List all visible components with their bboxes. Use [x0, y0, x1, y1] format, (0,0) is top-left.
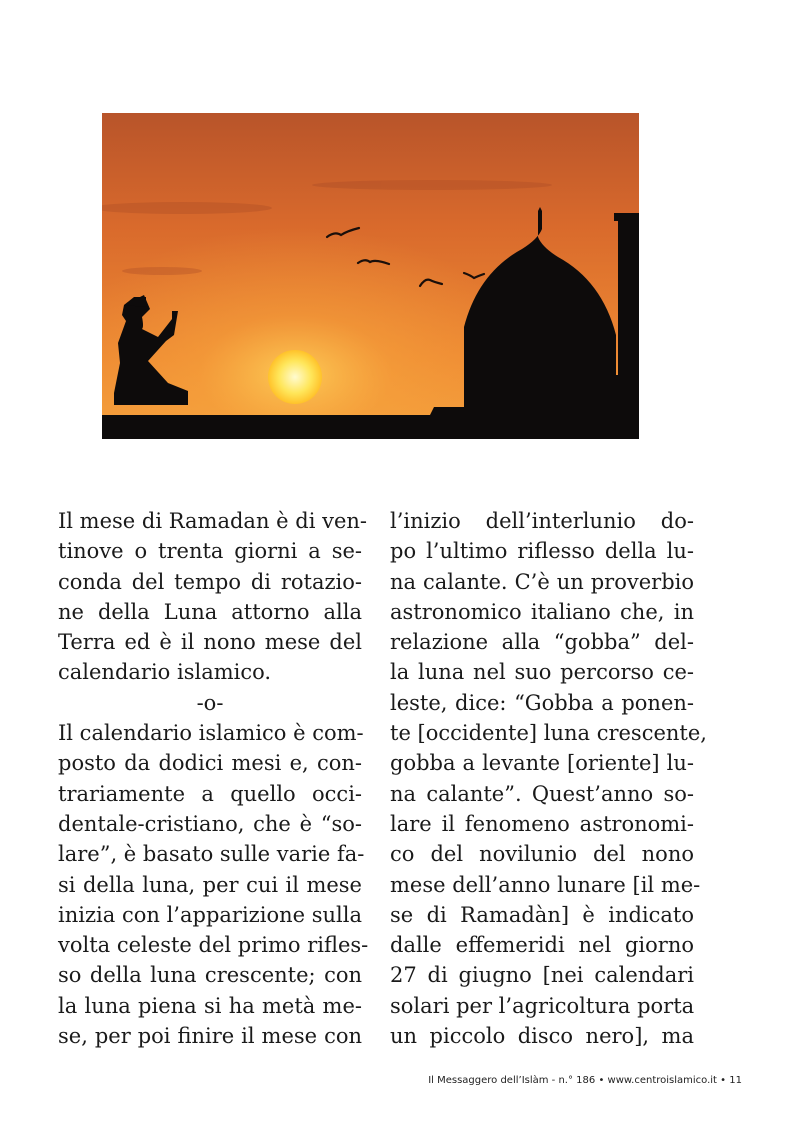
text-line: posto da dodici mesi e, con- [58, 751, 362, 776]
text-line: relazione alla “gobba” del- [390, 630, 694, 655]
text-line: inizia con l’apparizione sulla [58, 902, 362, 927]
text-line: astronomico italiano che, in [390, 599, 694, 624]
text-line: trariamente a quello occi- [58, 781, 362, 806]
text-column-left [58, 506, 369, 1051]
text-line: conda del tempo di rotazio- [58, 569, 362, 594]
footer-page-number: 11 [729, 1075, 742, 1086]
text-line: tinove o trenta giorni a se- [58, 539, 362, 564]
text-line: gobba a levante [oriente] lu- [390, 751, 694, 776]
text-line: lare”, è basato sulle varie fa- [58, 842, 365, 867]
text-line: un piccolo disco nero], ma [390, 1024, 694, 1049]
text-line: mese dell’anno lunare [il me- [390, 872, 701, 897]
text-line: Il mese di Ramadan è di ven- [58, 509, 368, 533]
ground-strip [102, 415, 639, 439]
text-line: te [occidente] luna crescente, [390, 721, 707, 746]
text-line: volta celeste del primo rifles- [58, 933, 369, 958]
sun [268, 350, 322, 404]
footer-separator: • [598, 1075, 605, 1086]
text-line: si della luna, per cui il mese [58, 872, 362, 897]
text-line: dalle effemeridi nel giorno [390, 933, 694, 958]
sunset-mosque-photo [102, 113, 639, 439]
footer-publication: Il Messaggero dell’Islàm - n.° 186 [428, 1075, 596, 1086]
text-column-right [390, 506, 707, 1051]
footer-website: www.centroislamico.it [607, 1075, 717, 1086]
text-line: se, per poi finire il mese con [58, 1024, 362, 1049]
text-line: so della luna crescente; con [58, 963, 362, 988]
text-line: po l’ultimo riflesso della lu- [390, 539, 694, 564]
text-line: se di Ramadàn] è indicato [390, 902, 694, 927]
text-line: la luna piena si ha metà me- [58, 993, 362, 1018]
text-line: lare il fenomeno astronomi- [390, 811, 694, 836]
text-line: dentale-cristiano, che è “so- [58, 811, 362, 836]
text-line: Terra ed è il nono mese del [58, 630, 362, 655]
footer-separator-2: • [720, 1075, 727, 1086]
text-line: 27 di giugno [nei calendari [390, 963, 694, 988]
text-line: na calante. C’è un proverbio [390, 569, 694, 594]
text-line: solari per l’agricoltura porta [390, 993, 695, 1018]
text-line: leste, dice: “Gobba a ponen- [390, 690, 694, 715]
text-line: l’inizio dell’interlunio do- [390, 509, 694, 533]
text-line: ne della Luna attorno alla [58, 599, 362, 624]
page-footer [428, 1075, 742, 1086]
text-line: la luna nel suo percorso ce- [390, 660, 694, 685]
text-line: Il calendario islamico è com- [58, 721, 364, 746]
text-line: na calante”. Quest’anno so- [390, 781, 694, 806]
text-line: calendario islamico. [58, 660, 272, 685]
text-line: co del novilunio del nono [390, 842, 694, 867]
text-line: -o- [196, 690, 224, 715]
